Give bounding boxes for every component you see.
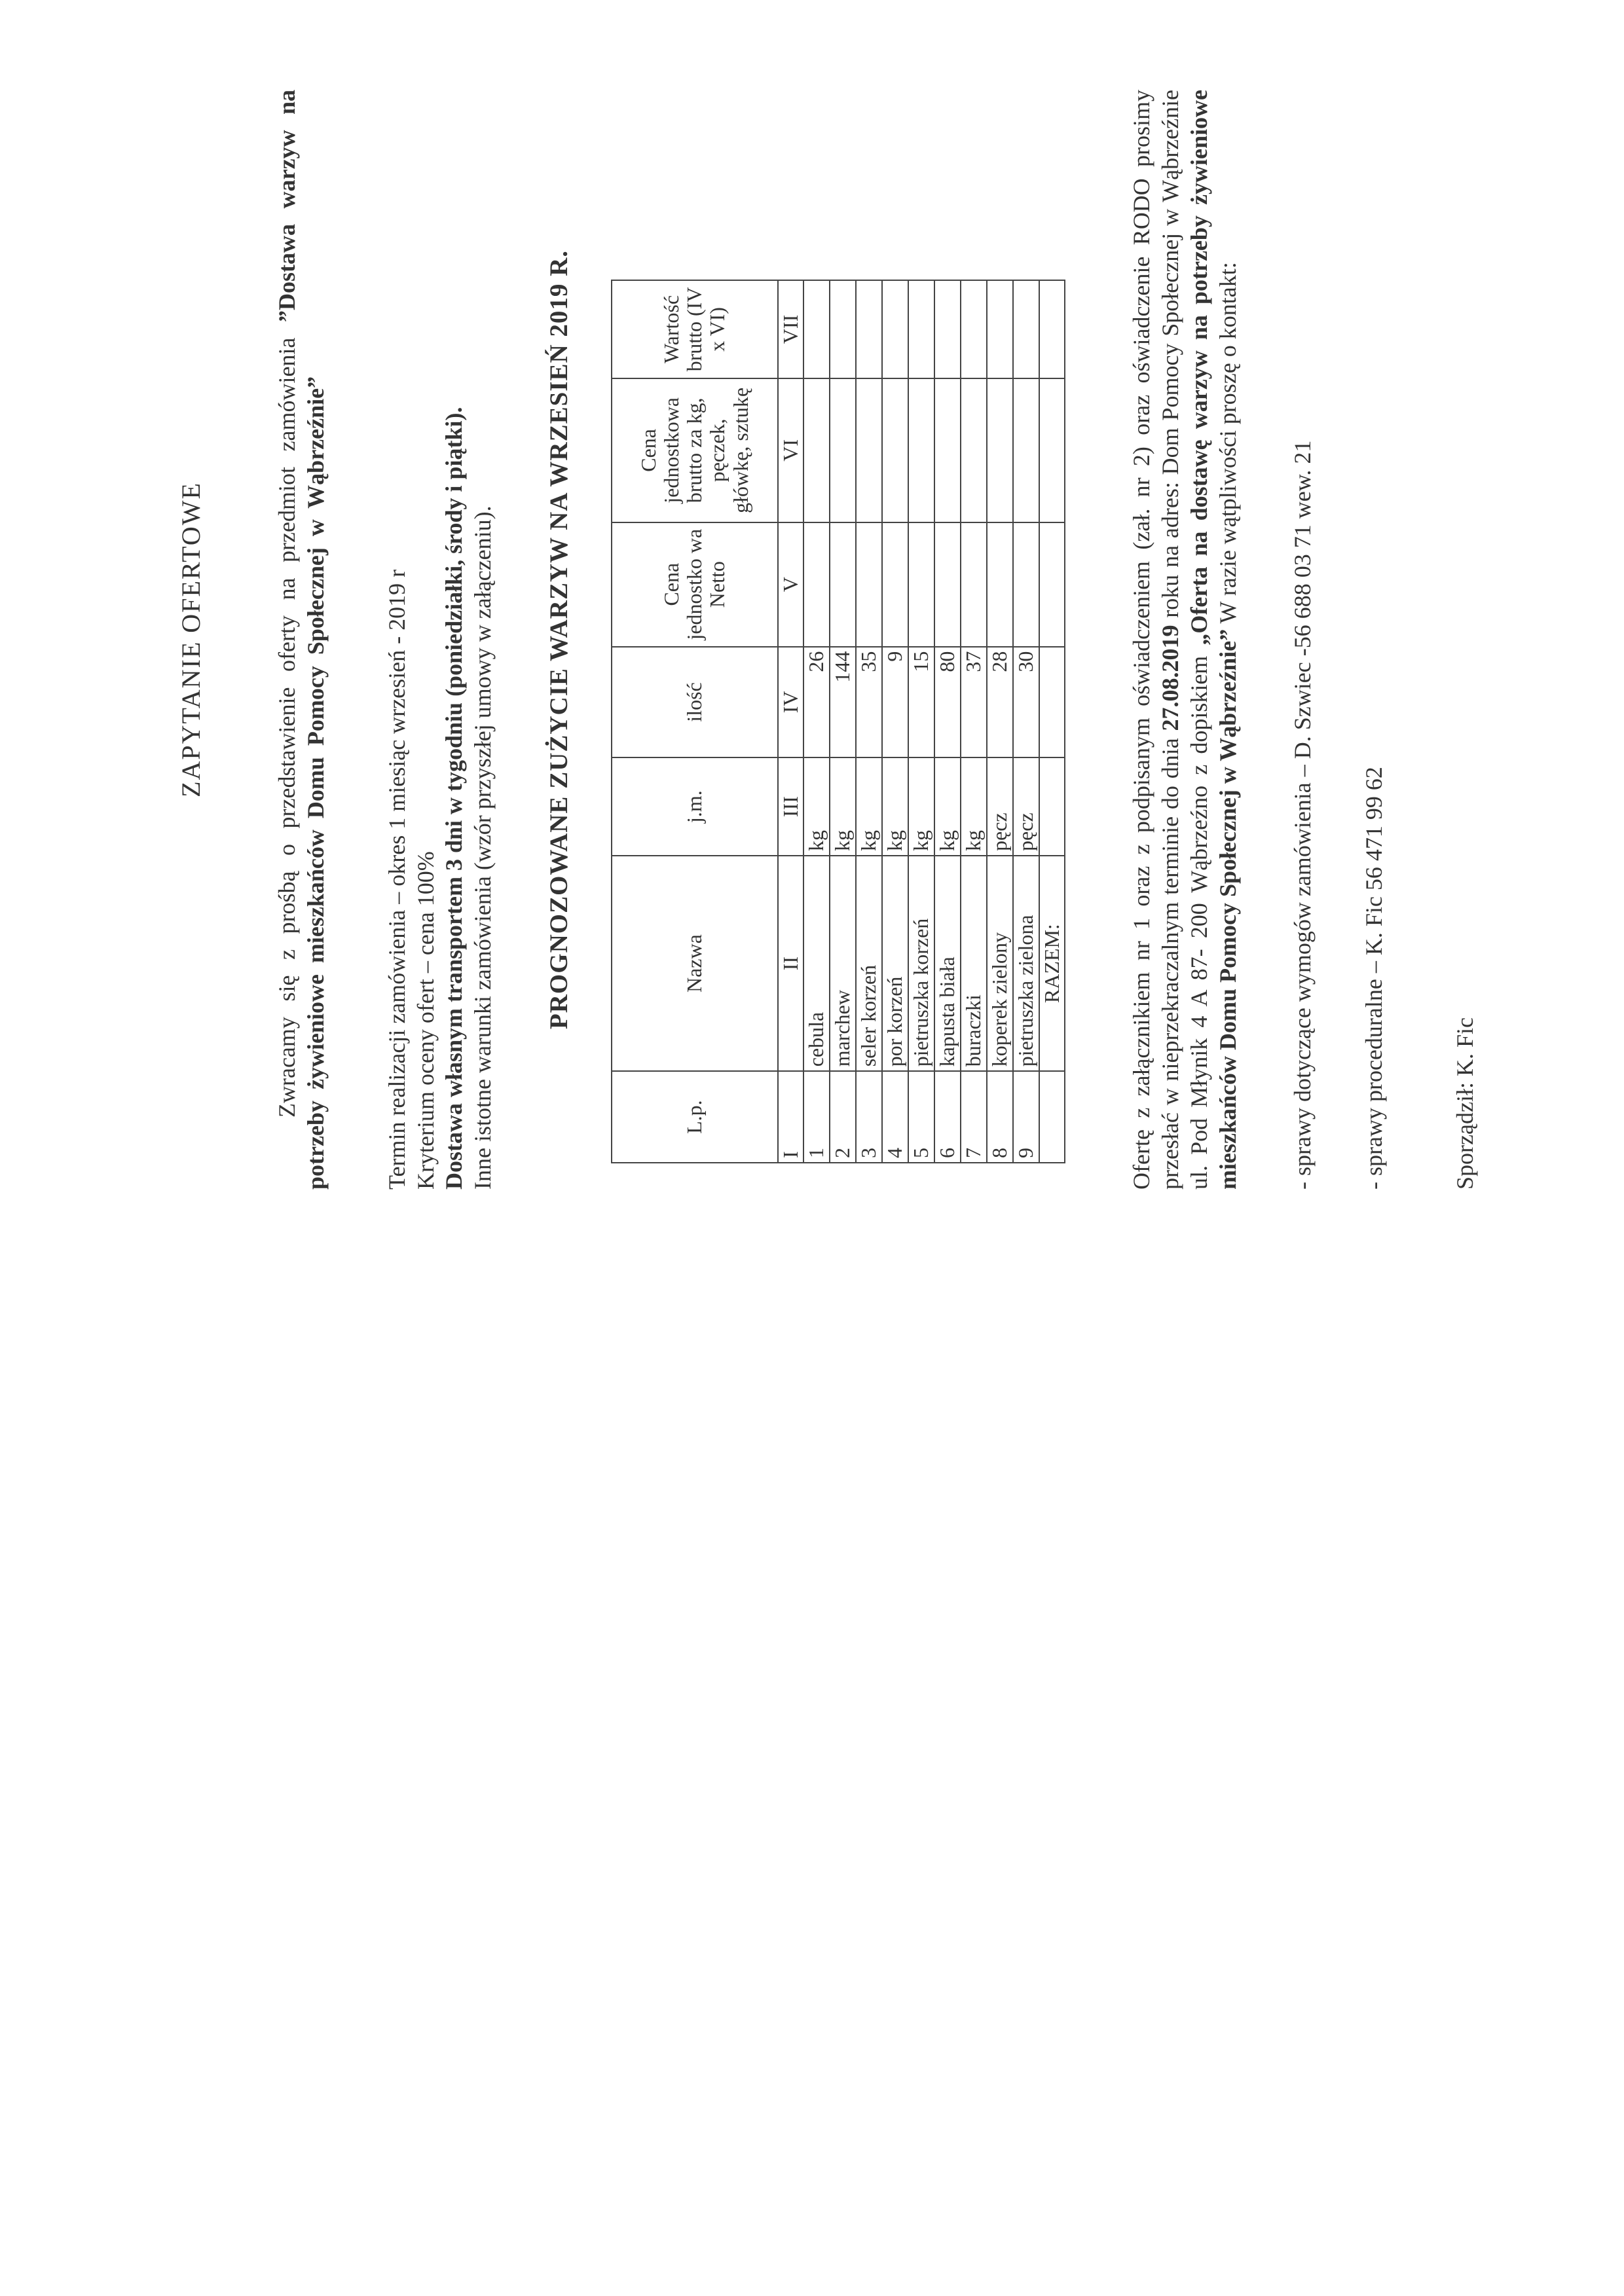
- criterion-line: Kryterium oceny ofert – cena 100%: [412, 851, 439, 1190]
- row-nazwa: seler korzeń: [856, 856, 882, 1071]
- table-row: [961, 280, 987, 1163]
- row-lp: 3: [856, 1071, 882, 1163]
- table-row: [987, 280, 1013, 1163]
- offer-text-2: roku na adres: Dom Pomocy Społecznej w Wąbrzeźnie ul. Pod Młynik 4 A 87- 200 Wąbrzeźno z dopiskiem: [1157, 90, 1212, 1190]
- row-cena-brutto: [934, 378, 961, 522]
- row-nazwa: por korzeń: [882, 856, 908, 1071]
- header-jm: j.m.: [612, 757, 778, 856]
- row-wartosc: [987, 280, 1013, 378]
- roman-cell: VII: [778, 280, 803, 378]
- document-title: ZAPYTANIE OFERTOWE: [176, 482, 206, 797]
- row-nazwa: marchew: [830, 856, 856, 1071]
- roman-cell: II: [778, 856, 803, 1071]
- table-row: [803, 280, 830, 1163]
- row-ilosc: 26: [803, 647, 830, 758]
- row-jm: kg: [803, 757, 830, 856]
- header-cena-netto: Cena jednostko wa Netto: [612, 522, 778, 647]
- offer-deadline: 27.08.2019: [1157, 625, 1184, 731]
- table-row: [830, 280, 856, 1163]
- row-nazwa: kapusta biała: [934, 856, 961, 1071]
- row-nazwa: koperek zielony: [987, 856, 1013, 1071]
- table-heading: PROGNOZOWANE ZUŻYCIE WARZYW NA WRZESIEŃ 2019 R.: [545, 249, 574, 1030]
- contact-procedural: - sprawy proceduralne – K. Fic 56 471 99 62: [1360, 767, 1387, 1190]
- row-ilosc: 15: [908, 647, 934, 758]
- row-lp: 5: [908, 1071, 934, 1163]
- header-nazwa: Nazwa: [612, 856, 778, 1071]
- row-nazwa: pietruszka korzeń: [908, 856, 934, 1071]
- table-row: [934, 280, 961, 1163]
- row-jm: pęcz: [1013, 757, 1039, 856]
- row-cena-netto: [961, 522, 987, 647]
- row-jm: pęcz: [987, 757, 1013, 856]
- row-wartosc: [961, 280, 987, 378]
- row-wartosc: [882, 280, 908, 378]
- header-ilosc: ilość: [612, 647, 778, 758]
- row-cena-brutto: [856, 378, 882, 522]
- order-subject: ”Dostawa warzyw na potrzeby żywieniowe mieszkańców Domu Pomocy Społecznej w Wąbrzeźnie”: [273, 90, 329, 1190]
- row-cena-brutto: [882, 378, 908, 522]
- row-cena-brutto: [1013, 378, 1039, 522]
- row-nazwa: pietruszka zielona: [1013, 856, 1039, 1071]
- row-cena-netto: [987, 522, 1013, 647]
- row-wartosc: [1013, 280, 1039, 378]
- delivery-line: [440, 90, 469, 1190]
- row-cena-brutto: [830, 378, 856, 522]
- total-value: [1039, 280, 1065, 378]
- roman-cell: V: [778, 522, 803, 647]
- intro-paragraph: [273, 90, 331, 1190]
- row-ilosc: 144: [830, 647, 856, 758]
- row-nazwa: buraczki: [961, 856, 987, 1071]
- header-wartosc: Wartość brutto (IV x VI): [612, 280, 778, 378]
- offer-paragraph: [1128, 90, 1243, 1190]
- total-empty: [1039, 1071, 1065, 1163]
- row-ilosc: 28: [987, 647, 1013, 758]
- document-content: [175, 90, 1480, 1190]
- table-row: [856, 280, 882, 1163]
- row-jm: kg: [882, 757, 908, 856]
- roman-cell: VI: [778, 378, 803, 522]
- row-wartosc: [830, 280, 856, 378]
- row-lp: 9: [1013, 1071, 1039, 1163]
- roman-cell: I: [778, 1071, 803, 1163]
- row-wartosc: [908, 280, 934, 378]
- roman-cell: III: [778, 757, 803, 856]
- total-label: RAZEM:: [1039, 856, 1065, 1071]
- offer-label: „Oferta na dostawę warzyw na potrzeby żywieniowe mieszkańców Domu Pomocy Społecznej w Wąbrzeźnie”: [1186, 90, 1241, 1190]
- row-lp: 8: [987, 1071, 1013, 1163]
- table-row: [882, 280, 908, 1163]
- offer-text-1: Ofertę z załącznikiem nr 1 oraz z podpisanym oświadczeniem (zał. nr 2) oraz oświadczenie RODO prosimy przesłać w nieprzekraczalnym terminie do dnia: [1128, 90, 1184, 1190]
- row-jm: kg: [830, 757, 856, 856]
- row-ilosc: 37: [961, 647, 987, 758]
- table-row: [1013, 280, 1039, 1163]
- row-cena-netto: [934, 522, 961, 647]
- row-lp: 7: [961, 1071, 987, 1163]
- row-cena-brutto: [803, 378, 830, 522]
- row-cena-brutto: [908, 378, 934, 522]
- row-wartosc: [934, 280, 961, 378]
- vegetable-table: [611, 280, 1065, 1163]
- row-cena-netto: [856, 522, 882, 647]
- total-empty: [1039, 522, 1065, 647]
- row-cena-netto: [830, 522, 856, 647]
- header-lp: L.p.: [612, 1071, 778, 1163]
- other-conditions-line: Inne istotne warunki zamówienia (wzór przyszłej umowy w załączeniu).: [470, 505, 496, 1190]
- row-cena-netto: [803, 522, 830, 647]
- total-empty: [1039, 647, 1065, 758]
- row-lp: 6: [934, 1071, 961, 1163]
- roman-cell: IV: [778, 647, 803, 758]
- row-jm: kg: [908, 757, 934, 856]
- row-jm: kg: [961, 757, 987, 856]
- row-ilosc: 30: [1013, 647, 1039, 758]
- total-empty: [1039, 757, 1065, 856]
- header-cena-brutto: Cena jednostkowa brutto za kg, pęczek, główkę, sztukę: [612, 378, 778, 522]
- row-jm: kg: [856, 757, 882, 856]
- row-cena-netto: [882, 522, 908, 647]
- roman-numeral-row: [778, 280, 803, 1163]
- row-lp: 1: [803, 1071, 830, 1163]
- table-row: [908, 280, 934, 1163]
- row-cena-netto: [908, 522, 934, 647]
- row-cena-brutto: [987, 378, 1013, 522]
- intro-prefix: Zwracamy się z prośbą o przedstawienie oferty na przedmiot zamówienia: [273, 322, 300, 1118]
- contact-requirements: - sprawy dotyczące wymogów zamówienia – D. Szwiec -56 688 03 71 wew. 21: [1289, 440, 1316, 1190]
- row-lp: 4: [882, 1071, 908, 1163]
- row-ilosc: 9: [882, 647, 908, 758]
- offer-text-3: W razie wątpliwości proszę o kontakt:: [1214, 262, 1241, 629]
- row-ilosc: 80: [934, 647, 961, 758]
- row-cena-brutto: [961, 378, 987, 522]
- row-ilosc: 35: [856, 647, 882, 758]
- signature-line: Sporządził: K. Fic: [1451, 1017, 1478, 1190]
- total-empty: [1039, 378, 1065, 522]
- row-lp: 2: [830, 1071, 856, 1163]
- table-body: [803, 280, 1039, 1163]
- row-wartosc: [856, 280, 882, 378]
- row-jm: kg: [934, 757, 961, 856]
- term-line: Termin realizacji zamówienia – okres 1 miesiąc wrzesień - 2019 r: [383, 569, 410, 1190]
- delivery-text: Dostawa własnym transportem 3 dni w tygodniu (poniedziałki, środy i piątki).: [441, 407, 468, 1190]
- total-row: [1039, 280, 1065, 1163]
- row-wartosc: [803, 280, 830, 378]
- row-nazwa: cebula: [803, 856, 830, 1071]
- row-cena-netto: [1013, 522, 1039, 647]
- table-header-row: [612, 280, 778, 1163]
